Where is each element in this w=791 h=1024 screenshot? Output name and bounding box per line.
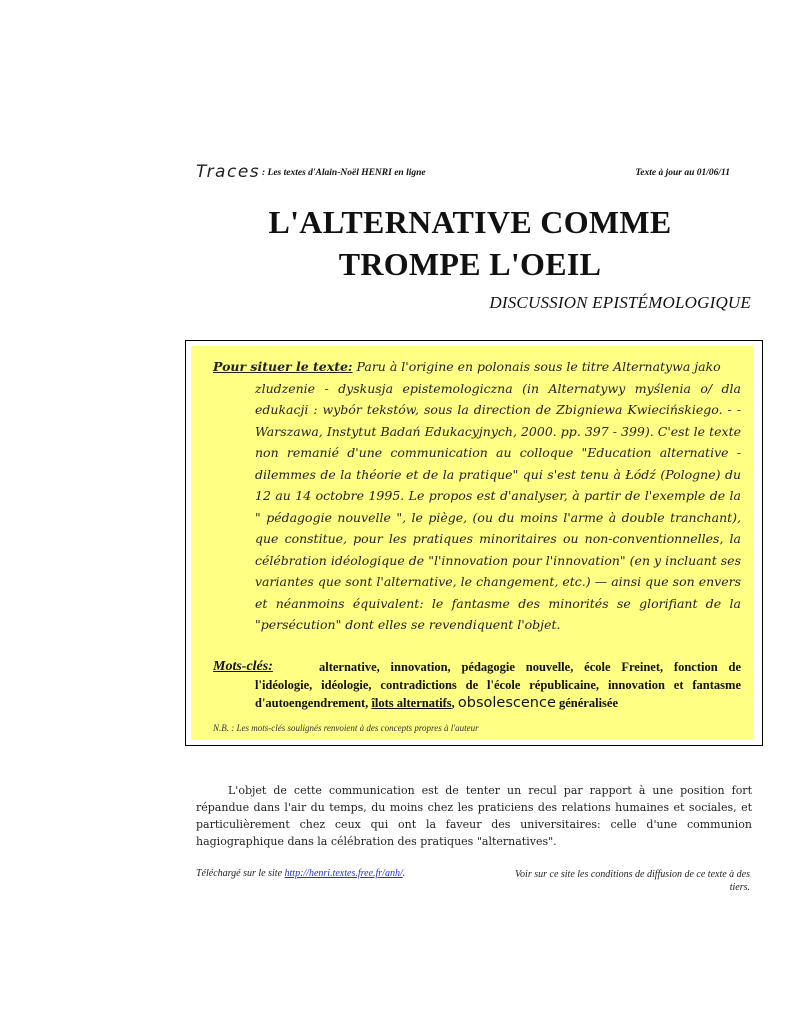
page-header xyxy=(196,162,744,184)
document-title xyxy=(180,201,760,285)
document-subtitle: DISCUSSION EPISTÉMOLOGIQUE xyxy=(489,293,751,312)
body-paragraph xyxy=(196,782,752,850)
nb-note: N.B. : Les mots-clés soulignés renvoient à des concepts propres à l'auteur xyxy=(213,723,479,733)
brand-logo-text: Traces xyxy=(196,162,261,182)
page-footer xyxy=(196,868,756,898)
body-paragraph-text: L'objet de cette communication est de tenter un recul par rapport à une position fort répandue dans l'air du temps, du moins chez les praticiens des relations humaines et sociales, et particulièrement chez ceux qui ont la faveur des universitaires: celle d'une communion hagiographique dans la célébration des pratiques "alternatives". xyxy=(196,784,752,848)
keywords-label: Mots-clés: xyxy=(213,659,273,674)
title-line-2: TROMPE L'OEIL xyxy=(338,246,602,282)
abstract-text xyxy=(213,356,741,636)
abstract-background xyxy=(191,346,753,740)
keyword-last: généralisée xyxy=(559,696,619,710)
footer-prefix: Téléchargé sur le site xyxy=(196,868,283,879)
footer-conditions-note: Voir sur ce site les conditions de diffusion de ce texte à des tiers. xyxy=(515,869,750,893)
header-subtitle: : Les textes d'Alain-Noël HENRI en ligne xyxy=(262,168,426,178)
keyword-big: obsolescence xyxy=(457,695,556,711)
abstract-box xyxy=(185,340,763,746)
abstract-intro: Paru à l'origine en polonais sous le titre Alternatywa jako xyxy=(356,359,721,374)
header-date: Texte à jour au 01/06/11 xyxy=(635,168,730,178)
abstract-label: Pour situer le texte: xyxy=(213,359,353,374)
keyword-underlined: îlots alternatifs xyxy=(371,696,452,710)
footer-download-note xyxy=(196,868,405,879)
abstract-body: zludzenie - dyskusja epistemologiczna (in Alternatywy myślenia o/ dla edukacji : wybór tekstów, sous la direction de Zbigniewa Kwiecińskiego. - - Warszawa, Instytut Badań Edukacyjnych, 2000. pp. 397 - 399). C'est le texte non remanié d'une communication au colloque "Education alternative - dilemmes de la théorie et de la pratique" qui s'est tenu à Łódź (Pologne) du 12 au 14 octobre 1995. Le propos est d'analyser, à partir de l'exemple de la " pédagogie nouvelle ", le piège, (ou du moins l'arme à double tranchant), que constitue, pour les pratiques minoritaires ou non-conventionnelles, la célébration idéologique de "l'innovation pour l'innovation" (en y incluant ses variantes que sont l'alternative, le changement, etc.) — ainsi que son envers et néanmoins équivalent: le fantasme des minorités se glorifiant de la "persécution" dont elles se revendiquent l'objet. xyxy=(255,380,741,632)
keywords-text: alternative, innovation, pédagogie nouvelle, école Freinet, fonction de l'idéologie, idéologie, contradictions de l'école républicaine, innovation et fantasme d'autoengendrement, xyxy=(255,660,741,710)
keywords-body xyxy=(213,658,741,712)
footer-site-link[interactable]: http://henri.textes.free.fr/anh/ xyxy=(284,868,403,879)
keywords-block xyxy=(213,657,741,712)
footer-suffix: . xyxy=(402,868,406,879)
keyword-separator: , xyxy=(451,696,455,710)
title-line-1: L'ALTERNATIVE COMME xyxy=(268,204,672,240)
